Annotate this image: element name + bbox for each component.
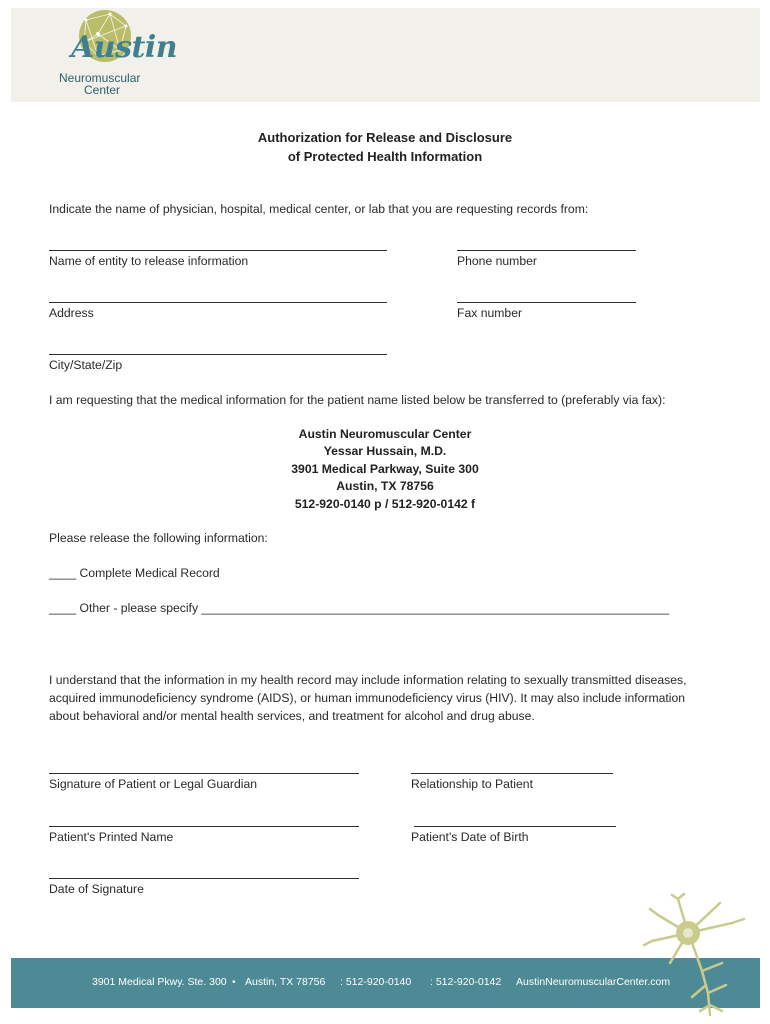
signature-field[interactable] (49, 773, 359, 774)
date-of-signature-field[interactable] (49, 878, 359, 879)
entity-name-field[interactable] (49, 250, 387, 251)
release-heading: Please release the following information: (49, 531, 268, 545)
footer-website: AustinNeuromuscularCenter.com (516, 976, 671, 988)
date-of-birth-field[interactable] (414, 826, 616, 827)
entity-name-label: Name of entity to release information (49, 254, 249, 268)
request-text: I am requesting that the medical information for the patient name listed below be transferred to (preferably via fax): (49, 393, 666, 407)
relationship-field[interactable] (411, 773, 613, 774)
footer-phone: : 512-920-0140 (340, 976, 412, 988)
city-state-zip-label: City/State/Zip (49, 358, 123, 372)
document-title-line-1: Authorization for Release and Disclosure (257, 130, 513, 145)
recipient-name: Austin Neuromuscular Center (298, 427, 472, 441)
printed-name-field[interactable] (49, 826, 359, 827)
disclosure-line: acquired immunodeficiency syndrome (AIDS), or human immunodeficiency virus (HIV). It may also include information (49, 691, 686, 705)
complete-record-option[interactable]: ____ Complete Medical Record (49, 566, 220, 580)
signature-label: Signature of Patient or Legal Guardian (49, 777, 258, 791)
logo-wordmark: Austin (71, 30, 178, 65)
address-label: Address (49, 306, 94, 320)
date-of-birth-label: Patient's Date of Birth (411, 830, 529, 844)
recipient-phone-fax: 512-920-0140 p / 512-920-0142 f (294, 497, 476, 511)
recipient-physician: Yessar Hussain, M.D. (323, 444, 447, 458)
footer-bullet: • (232, 976, 236, 988)
fax-number-label: Fax number (457, 306, 523, 320)
intro-text: Indicate the name of physician, hospital, medical center, or lab that you are requesting records from: (49, 202, 589, 216)
neuron-icon (640, 893, 760, 1018)
fax-number-field[interactable] (457, 302, 636, 303)
phone-number-label: Phone number (457, 254, 537, 268)
logo-subtitle-1: Neuromuscular (59, 71, 141, 85)
footer-city: Austin, TX 78756 (245, 976, 326, 988)
footer-address: 3901 Medical Pkwy. Ste. 300 (92, 976, 227, 988)
recipient-city: Austin, TX 78756 (336, 479, 434, 493)
printed-name-label: Patient's Printed Name (49, 830, 174, 844)
disclosure-line: about behavioral and/or mental health services, and treatment for alcohol and drug abuse. (49, 709, 535, 723)
document-title-line-2: of Protected Health Information (287, 149, 483, 164)
disclosure-paragraph (49, 671, 739, 725)
address-field[interactable] (49, 302, 387, 303)
date-of-signature-label: Date of Signature (49, 882, 144, 896)
disclosure-line: I understand that the information in my health record may include information relating to sexually transmitted diseases, (49, 673, 687, 687)
recipient-street: 3901 Medical Parkway, Suite 300 (291, 462, 479, 476)
footer-fax: : 512-920-0142 (430, 976, 502, 988)
other-option[interactable]: ____ Other - please specify _____________________________________________________________________ (49, 601, 670, 615)
relationship-label: Relationship to Patient (411, 777, 533, 791)
phone-number-field[interactable] (457, 250, 636, 251)
logo-subtitle-2: Center (84, 83, 121, 97)
city-state-zip-field[interactable] (49, 354, 387, 355)
